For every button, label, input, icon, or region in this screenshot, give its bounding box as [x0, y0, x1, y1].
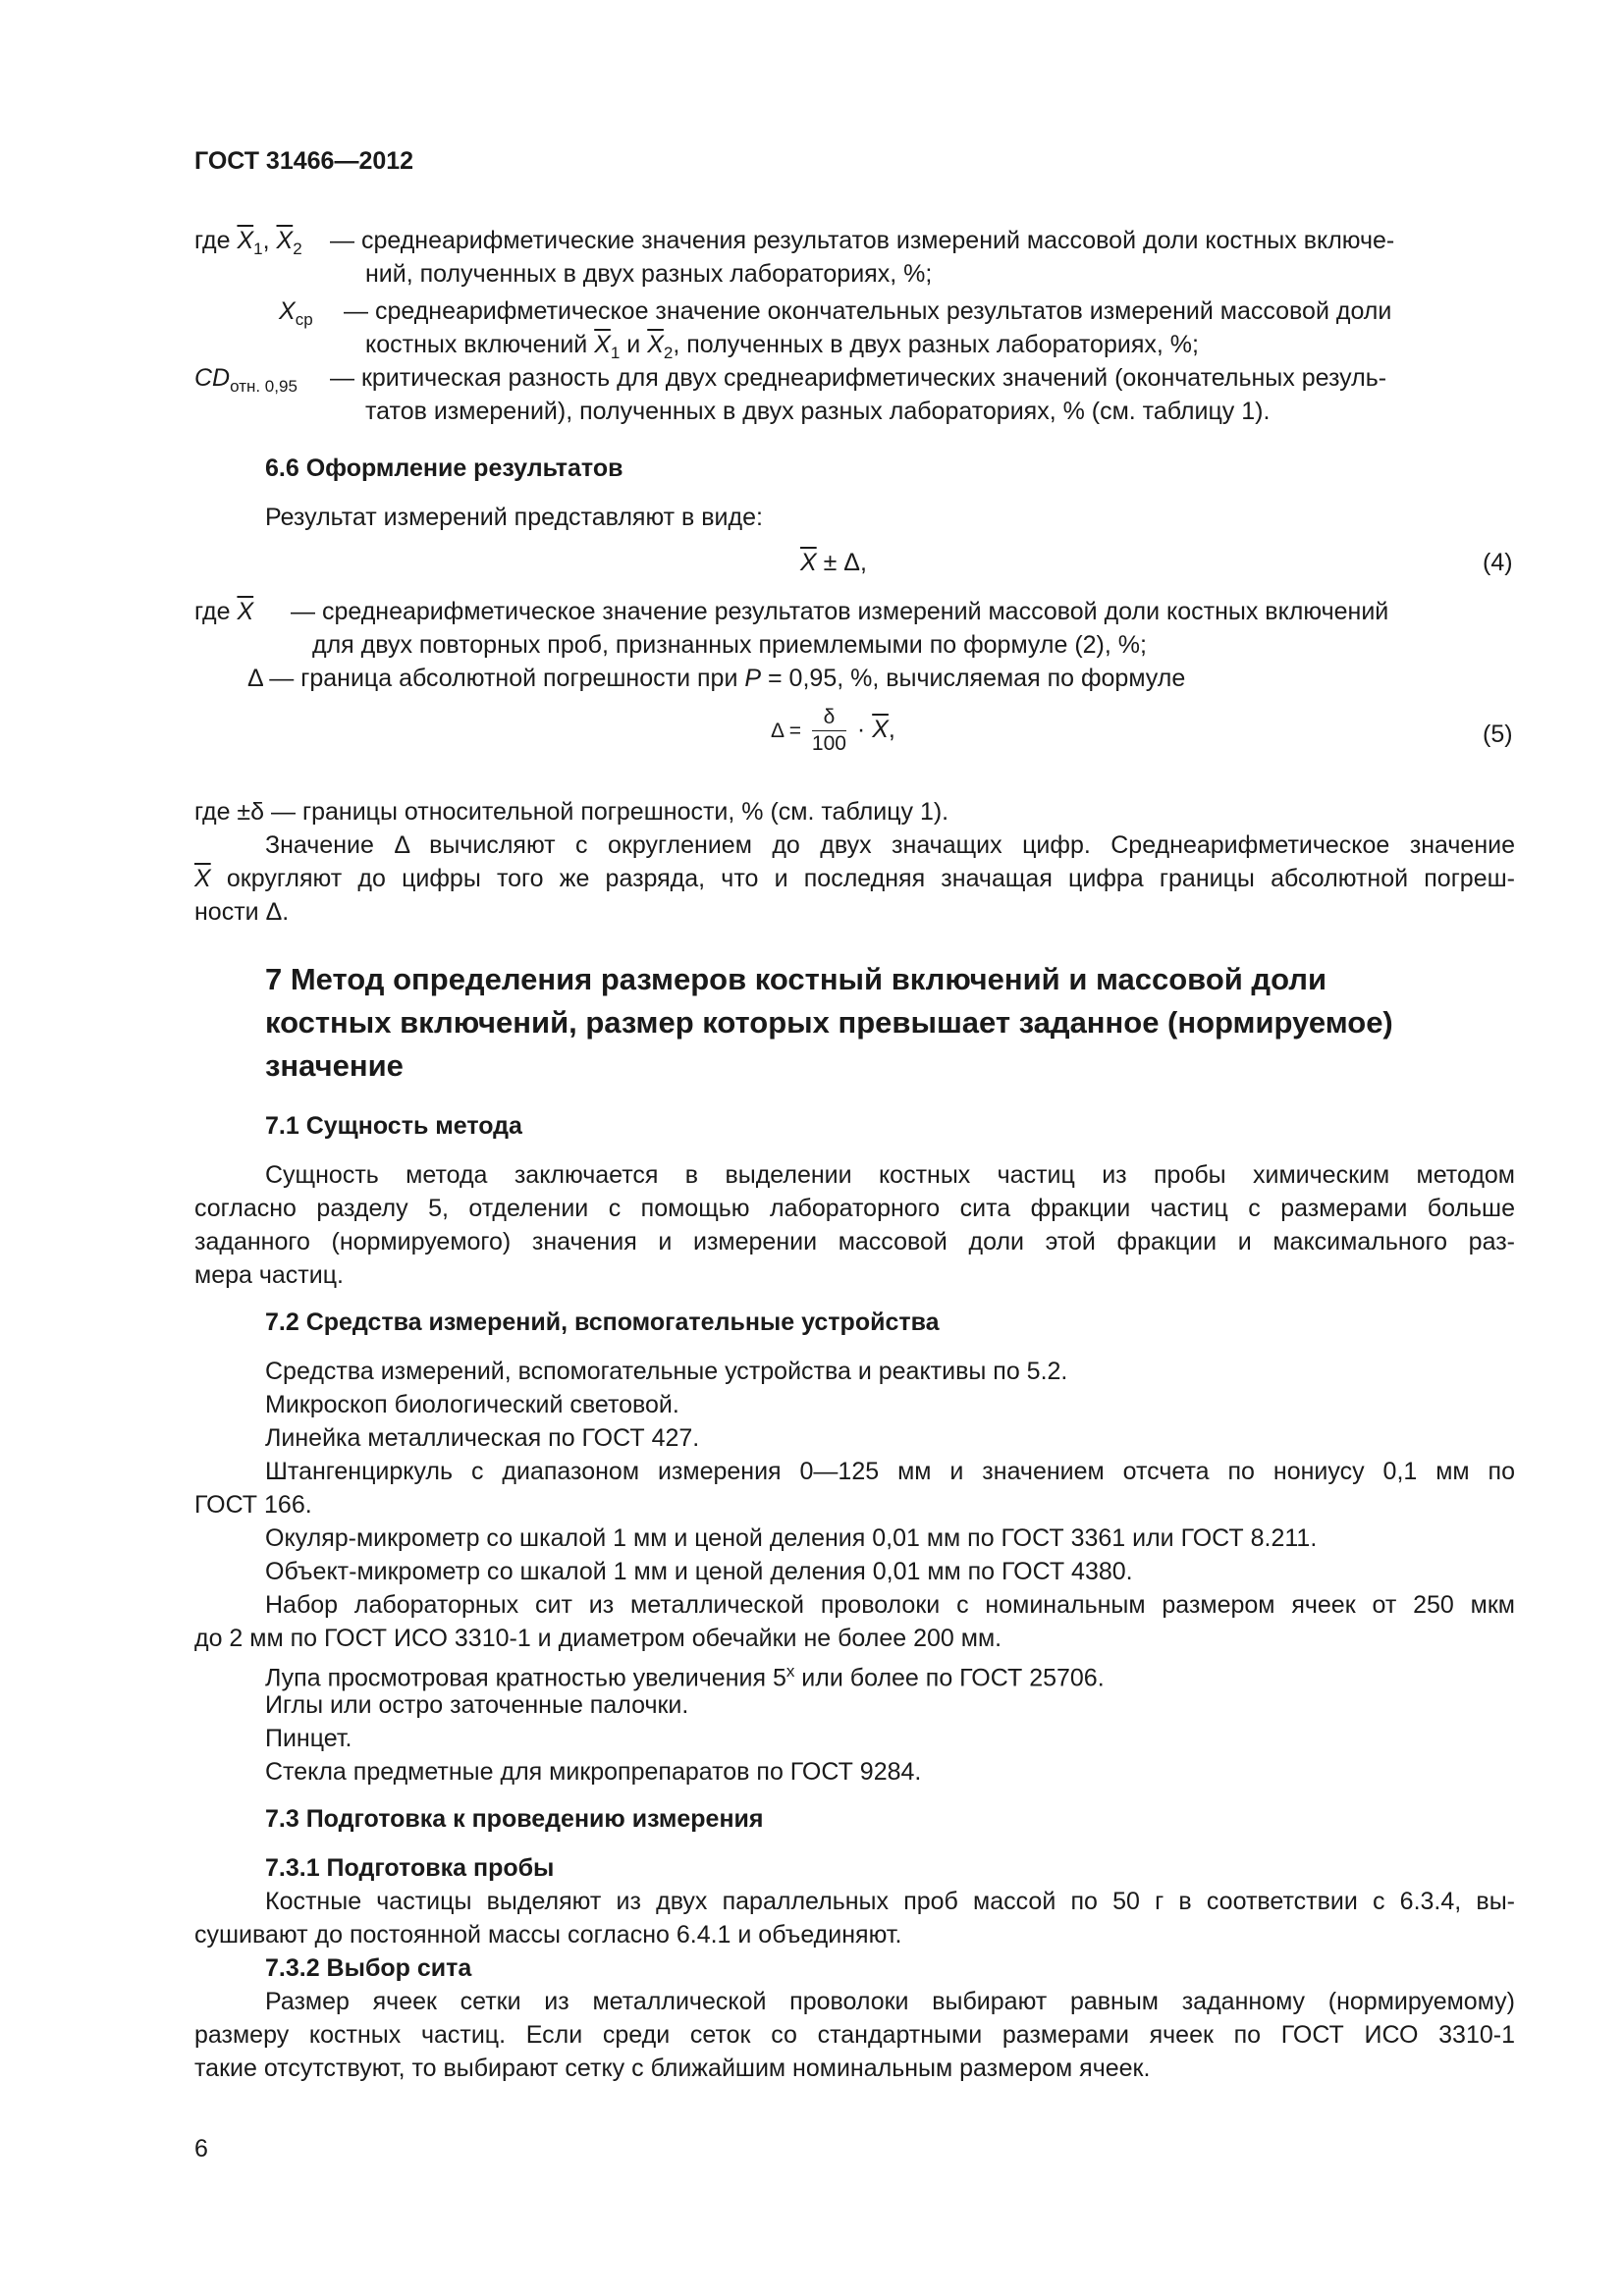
s66-def-x-cont: для двух повторных проб, признанных приемлемыми по формуле (2), %; — [312, 631, 1147, 659]
def-xcp-text: — среднеарифметическое значение окончательных результатов измерений массовой доли — [344, 297, 1392, 325]
document-header: ГОСТ 31466—2012 — [194, 147, 414, 175]
def-x1x2-text: — среднеарифметические значения результатов измерений массовой доли костных включе- — [330, 227, 1395, 254]
section-7-3-1-title: 7.3.1 Подготовка пробы — [265, 1854, 555, 1882]
s66-para-line-2: $\overline{X}$ округляют до цифры того же разряда, что и последняя значащая цифра границы абсолютной погреш- — [194, 865, 1515, 892]
s66-def-delta-rel: где ±δ — границы относительной погрешности, % (см. таблицу 1). — [194, 798, 949, 826]
s66-intro: Результат измерений представляют в виде: — [265, 504, 763, 531]
def-xcp-symbol: $X_{ср}$ — [279, 297, 313, 329]
s66-def-delta: Δ — граница абсолютной погрешности при P = 0,95, %, вычисляемая по формуле — [247, 665, 1186, 692]
s732-line-3: такие отсутствуют, то выбирают сетку с ближайшим номинальным размером ячеек. — [194, 2055, 1151, 2082]
s66-para-line-1: Значение Δ вычисляют с округлением до двух значащих цифр. Среднеарифметическое значение — [265, 831, 1515, 859]
section-7-1-title: 7.1 Сущность метода — [265, 1112, 522, 1140]
s72-item-7-line-2: до 2 мм по ГОСТ ИСО 3310-1 и диаметром обечайки не более 200 мм. — [194, 1625, 1002, 1652]
s71-line-1: Сущность метода заключается в выделении костных частиц из пробы химическим методом — [265, 1161, 1515, 1189]
s66-para-line-3: ности Δ. — [194, 898, 290, 926]
s731-line-1: Костные частицы выделяют из двух параллельных проб массой по 50 г в соответствии с 6.3.4, вы- — [265, 1888, 1515, 1915]
section-7-2-title: 7.2 Средства измерений, вспомогательные устройства — [265, 1308, 940, 1336]
s72-item-2: Микроскоп биологический световой. — [265, 1391, 679, 1418]
s732-line-1: Размер ячеек сетки из металлической проволоки выбирают равным заданному (нормируемому) — [265, 1988, 1515, 2015]
s72-item-4-line-1: Штангенциркуль с диапазоном измерения 0—125 мм и значением отсчета по нониусу 0,1 мм по — [265, 1458, 1515, 1485]
def-where-label: где $\overline{X}_1$, $\overline{X}_2$ — [194, 227, 302, 258]
s71-line-3: заданного (нормируемого) значения и измерении массовой доли этой фракции и максимального раз- — [194, 1228, 1515, 1255]
def-x1x2-cont: ний, полученных в двух разных лабораториях, %; — [365, 260, 933, 288]
formula-5: Δ = $\frac{\delta}{100}$ · $\overline{X}$, — [771, 706, 895, 755]
s72-item-1: Средства измерений, вспомогательные устройства и реактивы по 5.2. — [265, 1358, 1068, 1385]
s72-item-3: Линейка металлическая по ГОСТ 427. — [265, 1424, 700, 1452]
formula-5-number: (5) — [1483, 721, 1513, 748]
section-6-6-title: 6.6 Оформление результатов — [265, 454, 623, 482]
section-7-title-line-2: костных включений, размер которых превышает заданное (нормируемое) — [265, 1005, 1393, 1040]
s72-item-6: Объект-микрометр со шкалой 1 мм и ценой деления 0,01 мм по ГОСТ 4380. — [265, 1558, 1133, 1585]
formula-4: $\overline{X} \pm \Delta$, — [800, 549, 867, 576]
s732-line-2: размеру костных частиц. Если среди сеток со стандартными размерами ячеек по ГОСТ ИСО 3310-1 — [194, 2021, 1515, 2049]
s72-item-5: Окуляр-микрометр со шкалой 1 мм и ценой деления 0,01 мм по ГОСТ 3361 или ГОСТ 8.211. — [265, 1524, 1318, 1552]
s66-def-x-text: — среднеарифметическое значение результатов измерений массовой доли костных включений — [291, 598, 1389, 625]
def-cd-text: — критическая разность для двух среднеарифметических значений (окончательных резуль- — [330, 364, 1387, 392]
s66-where-x: где $\overline{X}$ — [194, 598, 254, 625]
s71-line-4: мера частиц. — [194, 1261, 344, 1289]
s72-item-8: Лупа просмотровая кратностью увеличения 5$^x$ или более по ГОСТ 25706. — [265, 1662, 1105, 1692]
page-number: 6 — [194, 2135, 208, 2163]
s72-item-11: Стекла предметные для микропрепаратов по ГОСТ 9284. — [265, 1758, 922, 1786]
def-cd-symbol: $CD_{отн. 0,95}$ — [194, 364, 298, 396]
section-7-3-title: 7.3 Подготовка к проведению измерения — [265, 1805, 764, 1833]
s72-item-4-line-2: ГОСТ 166. — [194, 1491, 312, 1519]
s731-line-2: сушивают до постоянной массы согласно 6.4.1 и объединяют. — [194, 1921, 902, 1949]
s72-item-7-line-1: Набор лабораторных сит из металлической проволоки с номинальным размером ячеек от 250 мкм — [265, 1591, 1515, 1619]
section-7-3-2-title: 7.3.2 Выбор сита — [265, 1954, 472, 1982]
s71-line-2: согласно разделу 5, отделении с помощью лабораторного сита фракции частиц с размерами больше — [194, 1195, 1515, 1222]
formula-4-number: (4) — [1483, 549, 1513, 576]
formula-5-fraction: $\frac{\delta}{100}$ — [811, 706, 846, 755]
s72-item-9: Иглы или остро заточенные палочки. — [265, 1691, 689, 1719]
s72-item-10: Пинцет. — [265, 1725, 352, 1752]
def-cd-cont: татов измерений), полученных в двух разных лабораториях, % (см. таблицу 1). — [365, 398, 1271, 425]
section-7-title-line-1: 7 Метод определения размеров костный включений и массовой доли — [265, 962, 1327, 996]
section-7-title-line-3: значение — [265, 1048, 404, 1083]
def-xcp-cont: костных включений $\overline{X}_1$ и $\overline{X}_2$, полученных в двух разных лабораториях, %; — [365, 331, 1199, 362]
